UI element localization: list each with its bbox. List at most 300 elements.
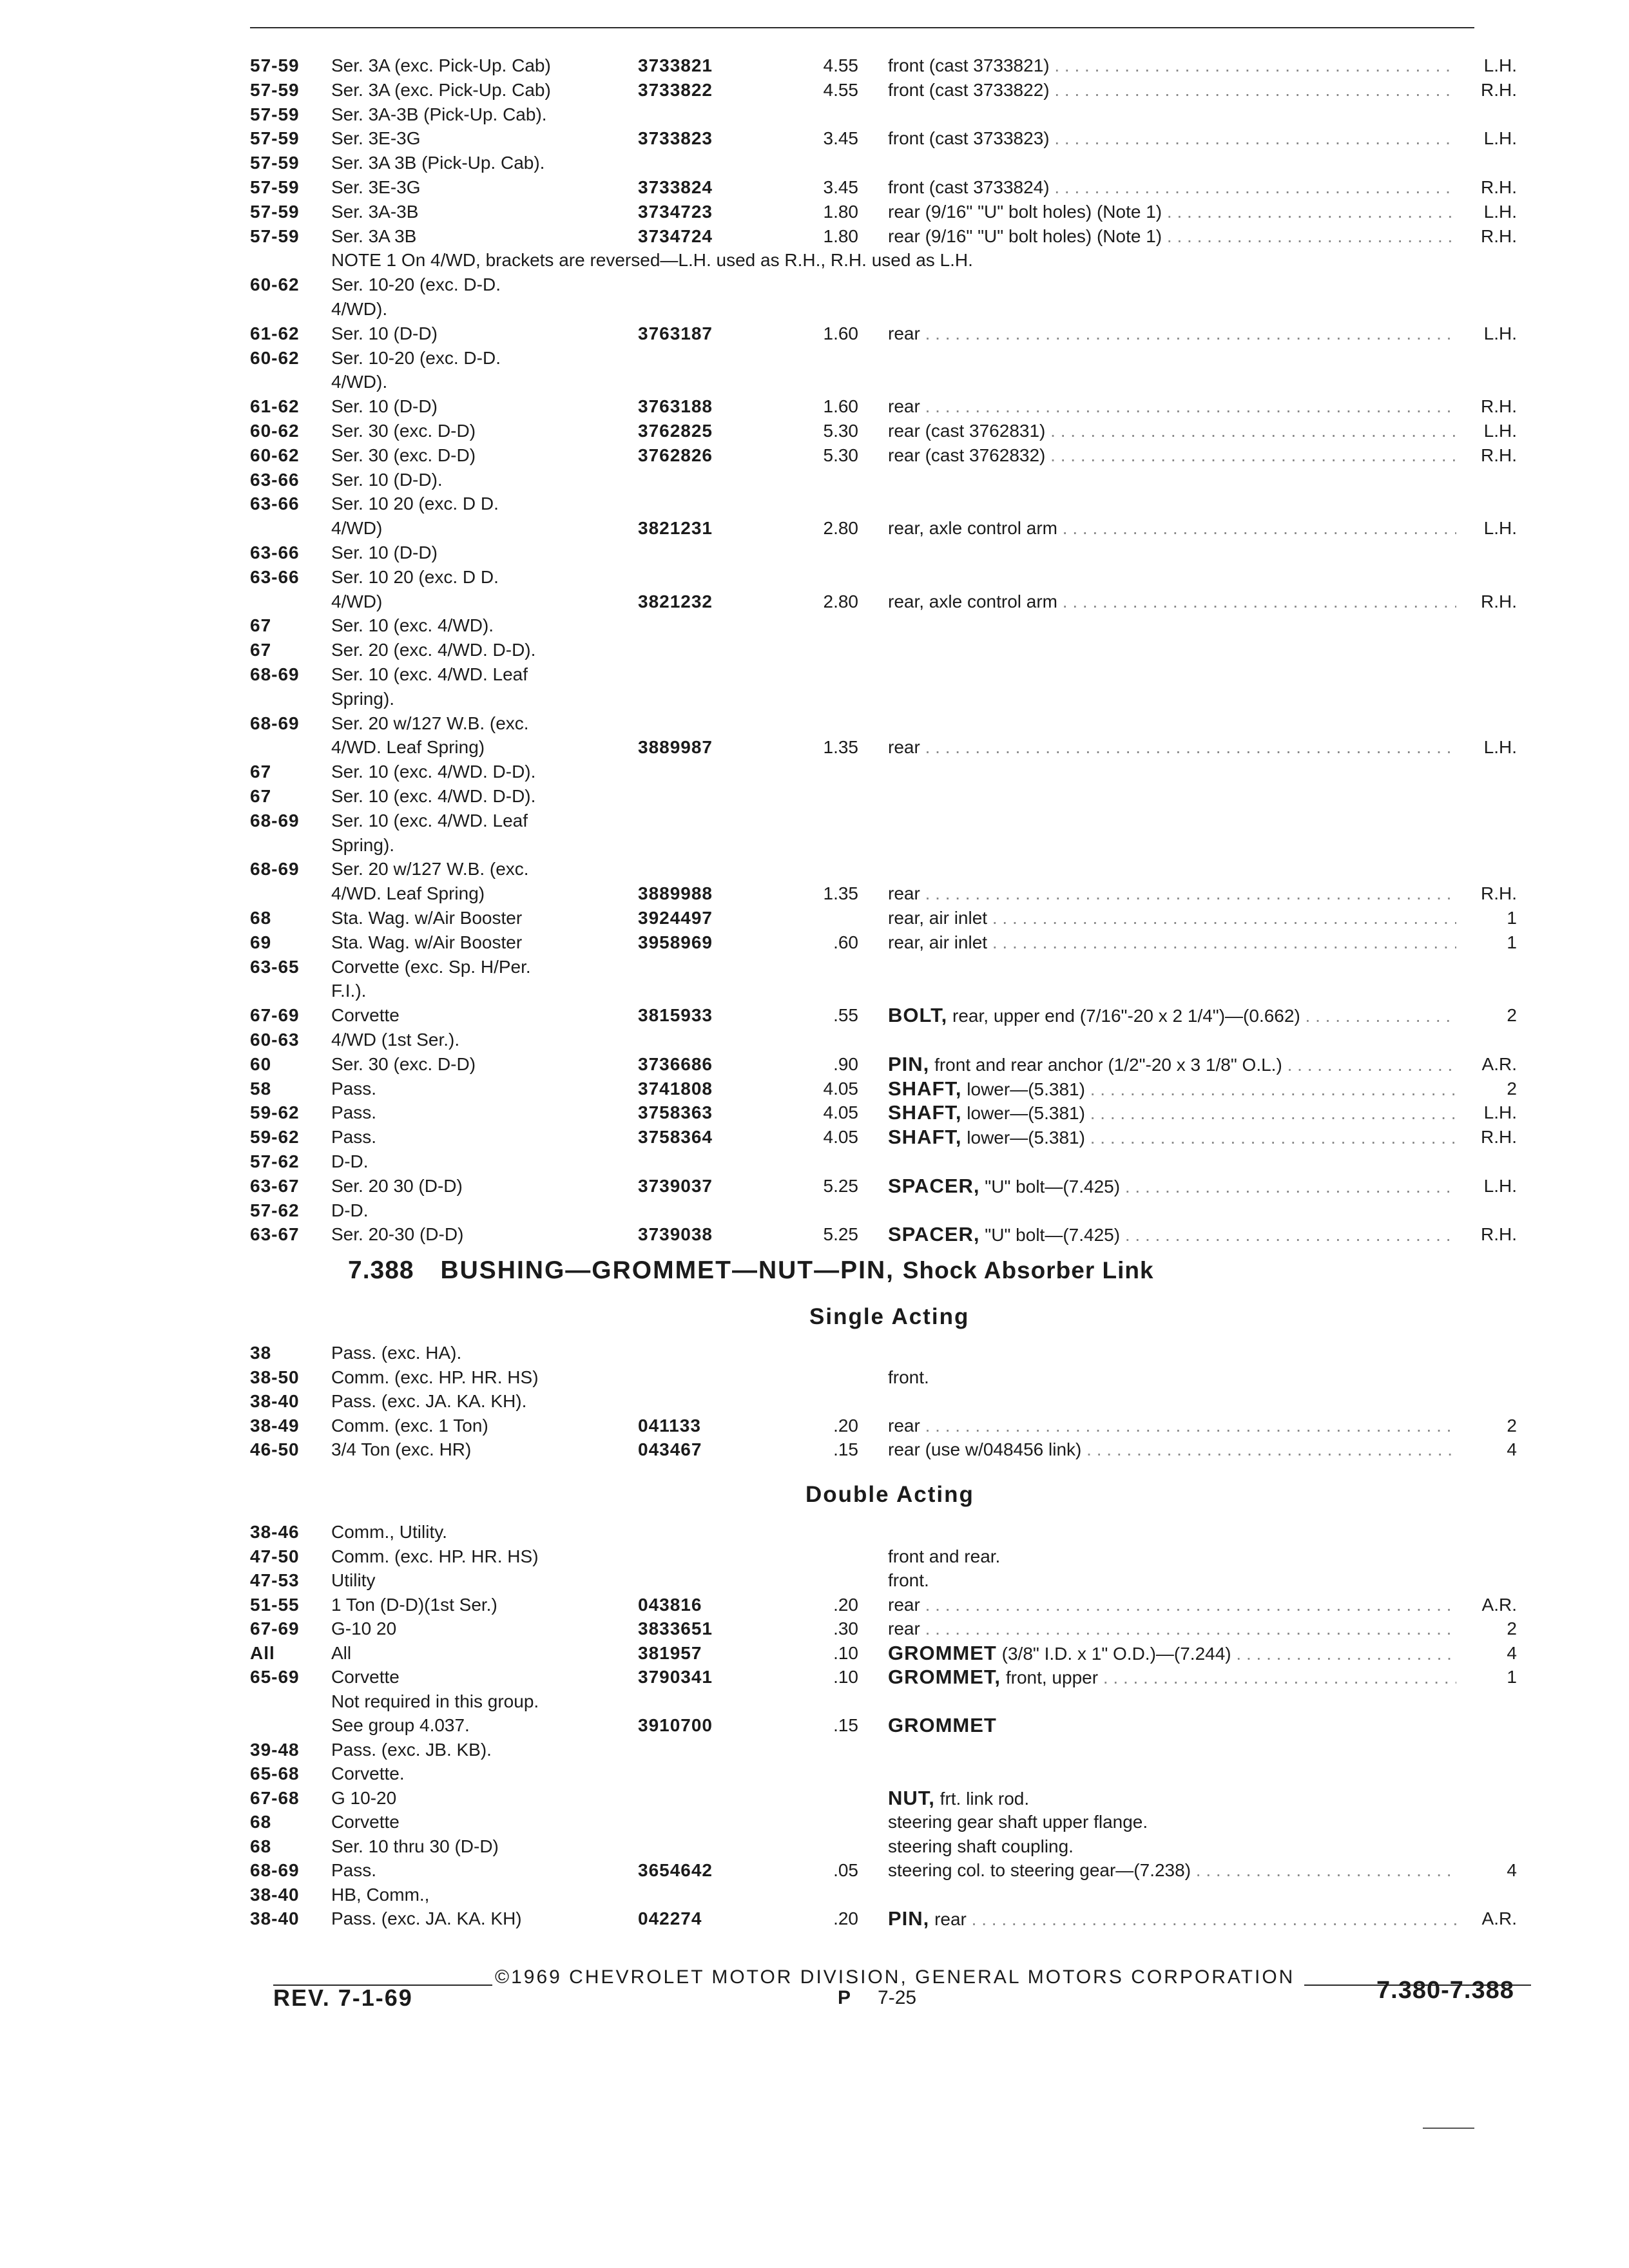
quantity: L.H. [1456, 126, 1517, 151]
model-applicability: Ser. 10 (D-D) [331, 323, 438, 343]
description-text: front, upper [1005, 1667, 1099, 1687]
table-row [0, 589, 1629, 615]
part-number: 3889987 [638, 737, 713, 758]
revision-date: REV. 7-1-69 [273, 1984, 413, 2011]
description [888, 1544, 1482, 1570]
model-applicability: D-D. [331, 1151, 369, 1171]
year-range: 68-69 [250, 859, 300, 879]
model-applicability: Sta. Wag. w/Air Booster [331, 908, 523, 928]
year-range: 38-40 [250, 1391, 300, 1411]
year-range: 61-62 [250, 396, 300, 417]
description-text: rear [934, 1909, 967, 1929]
year-range: 60-62 [250, 347, 300, 368]
model-applicability: Corvette [331, 1667, 400, 1687]
table-row [0, 1664, 1629, 1690]
part-name: PIN, [888, 1052, 930, 1075]
model-applicability: Comm., Utility. [331, 1522, 447, 1542]
year-range: All [250, 1642, 275, 1663]
table-row [0, 1437, 1629, 1463]
table-row [0, 199, 1629, 225]
model-applicability: Ser. 3A (exc. Pick-Up. Cab) [331, 79, 551, 100]
quantity: 1 [1456, 905, 1517, 931]
model-applicability: Pass. (exc. JA. KA. KH) [331, 1908, 522, 1928]
year-range: 67-69 [250, 1619, 300, 1639]
table-row [0, 1365, 1629, 1390]
model-applicability: Ser. 10 (exc. 4/WD. Leaf [331, 664, 528, 684]
model-applicability: Ser. 10 thru 30 (D-D) [331, 1836, 499, 1856]
model-applicability: Ser. 10 (exc. 4/WD). [331, 615, 494, 636]
description [888, 443, 1482, 468]
year-range: 57-59 [250, 226, 300, 246]
table-row [0, 832, 1629, 858]
description-text: steering col. to steering gear—(7.238) [888, 1860, 1191, 1880]
part-name: GROMMET [888, 1641, 997, 1664]
table-row [0, 1616, 1629, 1642]
list-price: 1.35 [823, 883, 858, 904]
part-number: 3958969 [638, 932, 713, 952]
description-text: "U" bolt—(7.425) [985, 1225, 1121, 1245]
table-row [0, 637, 1629, 663]
model-applicability: See group 4.037. [331, 1715, 470, 1735]
note-text: NOTE 1 On 4/WD, brackets are reversed—L.H. used as R.H., R.H. used as L.H. [331, 250, 973, 271]
list-price: 4.05 [823, 1102, 858, 1123]
description-text: rear [888, 396, 920, 417]
description-text: rear, air inlet [888, 932, 988, 952]
year-range: 69 [250, 932, 272, 952]
quantity: 4 [1456, 1640, 1517, 1666]
list-price: .30 [833, 1619, 858, 1639]
description-text: rear [888, 883, 920, 904]
list-price: 1.35 [823, 737, 858, 758]
list-price: .60 [833, 932, 858, 952]
part-number: 3833651 [638, 1619, 713, 1639]
model-applicability: Comm. (exc. HP. HR. HS) [331, 1367, 539, 1387]
table-row [0, 321, 1629, 347]
description [888, 1076, 1482, 1102]
year-range: 67 [250, 762, 272, 782]
list-price: 5.30 [823, 445, 858, 465]
description-text: rear [888, 737, 920, 758]
part-number: 3654642 [638, 1860, 713, 1880]
year-range: 63-67 [250, 1224, 300, 1245]
list-price: 5.30 [823, 421, 858, 441]
model-applicability: Corvette (exc. Sp. H/Per. [331, 956, 531, 977]
model-applicability: Ser. 10 (exc. 4/WD. D-D). [331, 762, 536, 782]
description-text: rear (cast 3762832) [888, 445, 1046, 465]
list-price: 4.05 [823, 1078, 858, 1099]
model-applicability: Ser. 20 30 (D-D) [331, 1175, 463, 1196]
model-applicability: Ser. 3A-3B (Pick-Up. Cab). [331, 104, 547, 124]
part-number: 3741808 [638, 1078, 713, 1099]
year-range: 67-68 [250, 1787, 300, 1808]
table-row [0, 443, 1629, 468]
table-row [0, 1003, 1629, 1028]
model-applicability: Ser. 10 (D-D) [331, 396, 438, 417]
model-applicability: Ser. 10 20 (exc. D D. [331, 566, 499, 587]
list-price: 2.80 [823, 518, 858, 539]
description-text: rear [888, 1415, 920, 1436]
table-row [0, 540, 1629, 566]
quantity: R.H. [1456, 394, 1517, 419]
table-row [0, 1906, 1629, 1932]
description [888, 1052, 1482, 1078]
table-row [0, 1100, 1629, 1126]
note-row [0, 247, 1629, 273]
description-text: frt. link rod. [940, 1788, 1030, 1809]
part-number: 3733821 [638, 55, 713, 75]
table-row [0, 53, 1629, 79]
page-number: P 7-25 [838, 1987, 917, 2008]
year-range: 63-67 [250, 1175, 300, 1196]
description [888, 930, 1482, 956]
table-row [0, 905, 1629, 931]
list-price: 5.25 [823, 1224, 858, 1245]
model-applicability: Ser. 3A (exc. Pick-Up. Cab) [331, 55, 551, 75]
model-applicability: Ser. 20 w/127 W.B. (exc. [331, 859, 529, 879]
list-price: 3.45 [823, 128, 858, 149]
table-row [0, 1052, 1629, 1077]
list-price: .90 [833, 1053, 858, 1074]
part-number: 3889988 [638, 883, 713, 904]
list-price: 1.60 [823, 323, 858, 343]
list-price: 1.80 [823, 201, 858, 222]
part-number: 3821232 [638, 591, 713, 611]
description [888, 1906, 1482, 1932]
year-range: 67-69 [250, 1005, 300, 1026]
description [888, 1222, 1482, 1248]
list-price: .20 [833, 1908, 858, 1928]
part-number: 3739037 [638, 1175, 713, 1196]
quantity: R.H. [1456, 443, 1517, 468]
quantity: 1 [1456, 930, 1517, 956]
year-range: 57-59 [250, 55, 300, 75]
quantity: A.R. [1456, 1906, 1517, 1932]
quantity: 4 [1456, 1437, 1517, 1463]
list-price: 1.60 [823, 396, 858, 417]
description-text: front. [888, 1367, 929, 1387]
model-applicability: Corvette [331, 1005, 400, 1026]
quantity: L.H. [1456, 321, 1517, 347]
year-range: 57-59 [250, 153, 300, 173]
table-row [0, 150, 1629, 176]
part-number: 3815933 [638, 1005, 713, 1026]
model-applicability: G 10-20 [331, 1787, 397, 1808]
description [888, 1664, 1482, 1691]
list-price: .15 [833, 1715, 858, 1735]
table-row [0, 1222, 1629, 1247]
description-text: front and rear. [888, 1546, 1001, 1566]
description [888, 1858, 1482, 1883]
model-applicability: Ser. 10 (exc. 4/WD. Leaf [331, 810, 528, 831]
model-applicability: Ser. 3A-3B [331, 201, 419, 222]
model-applicability: Ser. 10-20 (exc. D-D. [331, 347, 501, 368]
section-range: 7.380-7.388 [1376, 1977, 1514, 2004]
description [888, 1616, 1482, 1642]
quantity: 2 [1456, 1076, 1517, 1102]
year-range: 38 [250, 1343, 272, 1363]
model-applicability: Ser. 3E-3G [331, 128, 421, 149]
description [888, 126, 1482, 151]
table-row [0, 1568, 1629, 1593]
model-applicability: Utility [331, 1570, 376, 1590]
table-row [0, 102, 1629, 128]
table-row [0, 77, 1629, 103]
description-text: rear, upper end (7/16"-20 x 2 1/4")—(0.662) [952, 1006, 1300, 1026]
model-applicability: 4/WD. Leaf Spring) [331, 883, 485, 904]
quantity: 2 [1456, 1003, 1517, 1028]
table-row [0, 1124, 1629, 1150]
part-number: 3762826 [638, 445, 713, 465]
description [888, 1003, 1482, 1029]
part-number: 3733822 [638, 79, 713, 100]
year-range: 57-59 [250, 201, 300, 222]
table-row [0, 345, 1629, 371]
part-name: SHAFT, [888, 1101, 962, 1124]
section-title: BUSHING—GROMMET—NUT—PIN, [440, 1256, 894, 1284]
model-applicability: 1 Ton (D-D)(1st Ser.) [331, 1594, 497, 1615]
table-row [0, 467, 1629, 493]
year-range: 60-62 [250, 421, 300, 441]
year-range: 57-62 [250, 1151, 300, 1171]
description [888, 224, 1482, 249]
description [888, 1834, 1482, 1860]
model-applicability: 4/WD) [331, 518, 383, 539]
part-number: 3763188 [638, 396, 713, 417]
table-row [0, 1809, 1629, 1835]
quantity: L.H. [1456, 735, 1517, 760]
model-applicability: Ser. 10 20 (exc. D D. [331, 494, 499, 514]
part-name: BOLT, [888, 1004, 948, 1027]
quantity: L.H. [1456, 418, 1517, 444]
model-applicability: 4/WD. Leaf Spring) [331, 737, 485, 758]
description-text: rear, axle control arm [888, 518, 1057, 539]
table-row [0, 759, 1629, 785]
copyright-line: ©1969 CHEVROLET MOTOR DIVISION, GENERAL MOTORS CORPORATION [495, 1966, 1295, 1988]
year-range: 60 [250, 1053, 272, 1074]
model-applicability: Spring). [331, 688, 395, 709]
part-name: SPACER, [888, 1223, 980, 1246]
description [888, 1124, 1482, 1151]
year-range: 65-69 [250, 1667, 300, 1687]
description [888, 905, 1482, 931]
description-text: lower—(5.381) [967, 1128, 1085, 1148]
table-row [0, 1413, 1629, 1439]
part-number: 3924497 [638, 908, 713, 928]
model-applicability: All [331, 1642, 352, 1663]
list-price: .10 [833, 1642, 858, 1663]
year-range: 59-62 [250, 1102, 300, 1123]
model-applicability: Spring). [331, 834, 395, 855]
description-text: rear, air inlet [888, 908, 988, 928]
section-heading [348, 1256, 1154, 1285]
table-row [0, 686, 1629, 712]
year-range: 38-49 [250, 1415, 300, 1436]
top-rule [250, 27, 1474, 28]
description [888, 1100, 1482, 1126]
part-number: 3910700 [638, 1715, 713, 1735]
description [888, 1437, 1482, 1463]
table-row [0, 735, 1629, 760]
table-row [0, 272, 1629, 298]
year-range: 63-65 [250, 956, 300, 977]
description [888, 394, 1482, 419]
description [888, 515, 1482, 541]
description [888, 1809, 1482, 1835]
year-range: 59-62 [250, 1127, 300, 1148]
year-range: 60-63 [250, 1030, 300, 1050]
part-number: 3733823 [638, 128, 713, 149]
description-text: rear [888, 323, 920, 343]
part-name: NUT, [888, 1786, 935, 1809]
quantity: R.H. [1456, 77, 1517, 103]
list-price: 1.80 [823, 226, 858, 246]
table-row [0, 1785, 1629, 1811]
model-applicability: Ser. 30 (exc. D-D) [331, 1053, 476, 1074]
year-range: 61-62 [250, 323, 300, 343]
table-row [0, 418, 1629, 444]
model-applicability: 4/WD). [331, 372, 388, 392]
part-number: 3739038 [638, 1224, 713, 1245]
model-applicability: Comm. (exc. 1 Ton) [331, 1415, 488, 1436]
model-applicability: Ser. 20 w/127 W.B. (exc. [331, 713, 529, 733]
quantity: L.H. [1456, 53, 1517, 79]
model-applicability: Ser. 10-20 (exc. D-D. [331, 274, 501, 295]
description [888, 321, 1482, 347]
model-applicability: Pass. (exc. JB. KB). [331, 1739, 492, 1760]
year-range: 39-48 [250, 1739, 300, 1760]
table-row [0, 1198, 1629, 1224]
model-applicability: Not required in this group. [331, 1691, 539, 1711]
part-name: GROMMET [888, 1714, 997, 1736]
year-range: 63-66 [250, 469, 300, 490]
table-row [0, 1519, 1629, 1545]
model-applicability: Pass. [331, 1860, 377, 1880]
table-row [0, 1640, 1629, 1666]
description-text: rear [888, 1619, 920, 1639]
part-number: 3758364 [638, 1127, 713, 1148]
part-number: 041133 [638, 1415, 701, 1436]
description [888, 1640, 1482, 1667]
table-row [0, 1858, 1629, 1883]
table-row [0, 1761, 1629, 1787]
quantity: 1 [1456, 1664, 1517, 1690]
part-number: 042274 [638, 1908, 702, 1928]
model-applicability: Comm. (exc. HP. HR. HS) [331, 1546, 539, 1566]
description-text: lower—(5.381) [967, 1103, 1085, 1124]
year-range: 63-66 [250, 543, 300, 562]
model-applicability: 4/WD). [331, 299, 388, 319]
quantity: L.H. [1456, 199, 1517, 225]
table-row [0, 930, 1629, 956]
year-range: 68-69 [250, 664, 300, 684]
table-row [0, 1027, 1629, 1053]
quantity: R.H. [1456, 175, 1517, 200]
description [888, 1785, 1482, 1812]
description-text: front and rear anchor (1/2"-20 x 3 1/8" O.L.) [934, 1054, 1282, 1075]
quantity: R.H. [1456, 1124, 1517, 1150]
year-range: 63-66 [250, 494, 300, 514]
year-range: 68-69 [250, 1860, 300, 1880]
table-row [0, 1882, 1629, 1908]
part-name: PIN, [888, 1907, 930, 1930]
year-range: 65-68 [250, 1763, 300, 1783]
model-applicability: Pass. (exc. HA). [331, 1343, 462, 1363]
model-applicability: F.I.). [331, 981, 367, 1001]
year-range: 38-40 [250, 1884, 300, 1905]
year-range: 38-46 [250, 1522, 300, 1542]
part-number: 3758363 [638, 1102, 713, 1123]
description [888, 1592, 1482, 1618]
model-applicability: 4/WD (1st Ser.). [331, 1030, 460, 1050]
part-number: 043467 [638, 1439, 702, 1459]
table-row [0, 1149, 1629, 1175]
model-applicability: Pass. [331, 1102, 377, 1123]
description-text: front (cast 3733824) [888, 177, 1050, 197]
table-row [0, 1389, 1629, 1414]
model-applicability: HB, Comm., [331, 1884, 430, 1905]
table-row [0, 662, 1629, 687]
table-row [0, 1173, 1629, 1199]
model-applicability: 3/4 Ton (exc. HR) [331, 1439, 472, 1459]
description-text: steering gear shaft upper flange. [888, 1812, 1148, 1832]
year-range: 68-69 [250, 810, 300, 831]
list-price: .20 [833, 1594, 858, 1615]
list-price: 2.80 [823, 591, 858, 611]
quantity: L.H. [1456, 1173, 1517, 1199]
quantity: A.R. [1456, 1052, 1517, 1077]
list-price: 3.45 [823, 177, 858, 197]
table-row [0, 1544, 1629, 1570]
part-number: 3821231 [638, 518, 713, 539]
quantity: L.H. [1456, 515, 1517, 541]
table-row [0, 1737, 1629, 1763]
description [888, 1568, 1482, 1593]
model-applicability: Pass. [331, 1078, 377, 1099]
model-applicability: Ser. 10 (exc. 4/WD. D-D). [331, 786, 536, 806]
model-applicability: Ser. 10 (D-D). [331, 469, 443, 490]
quantity: 2 [1456, 1413, 1517, 1439]
description [888, 735, 1482, 760]
description-text: "U" bolt—(7.425) [985, 1176, 1121, 1196]
description [888, 1365, 1482, 1390]
description-text: front (cast 3733823) [888, 128, 1050, 149]
table-row [0, 224, 1629, 249]
description-text: front (cast 3733821) [888, 55, 1050, 75]
list-price: 4.55 [823, 55, 858, 75]
year-range: 68 [250, 1812, 272, 1832]
year-range: 47-53 [250, 1570, 300, 1590]
description-text: rear [888, 1594, 920, 1615]
list-price: .05 [833, 1860, 858, 1880]
description [888, 53, 1482, 79]
table-row [0, 783, 1629, 809]
year-range: 57-59 [250, 128, 300, 149]
part-number: 3763187 [638, 323, 713, 343]
table-row [0, 881, 1629, 907]
year-range: 57-59 [250, 79, 300, 100]
year-range: 68 [250, 1836, 272, 1856]
year-range: 38-40 [250, 1908, 300, 1928]
model-applicability: Ser. 3A 3B (Pick-Up. Cab). [331, 153, 545, 173]
model-applicability: Pass. [331, 1127, 377, 1148]
part-number: 3736686 [638, 1053, 713, 1074]
year-range: 58 [250, 1078, 272, 1099]
table-row [0, 126, 1629, 151]
description-text: front (cast 3733822) [888, 79, 1050, 100]
year-range: 67 [250, 640, 272, 660]
description-text: rear, axle control arm [888, 591, 1057, 611]
table-row [0, 1689, 1629, 1715]
